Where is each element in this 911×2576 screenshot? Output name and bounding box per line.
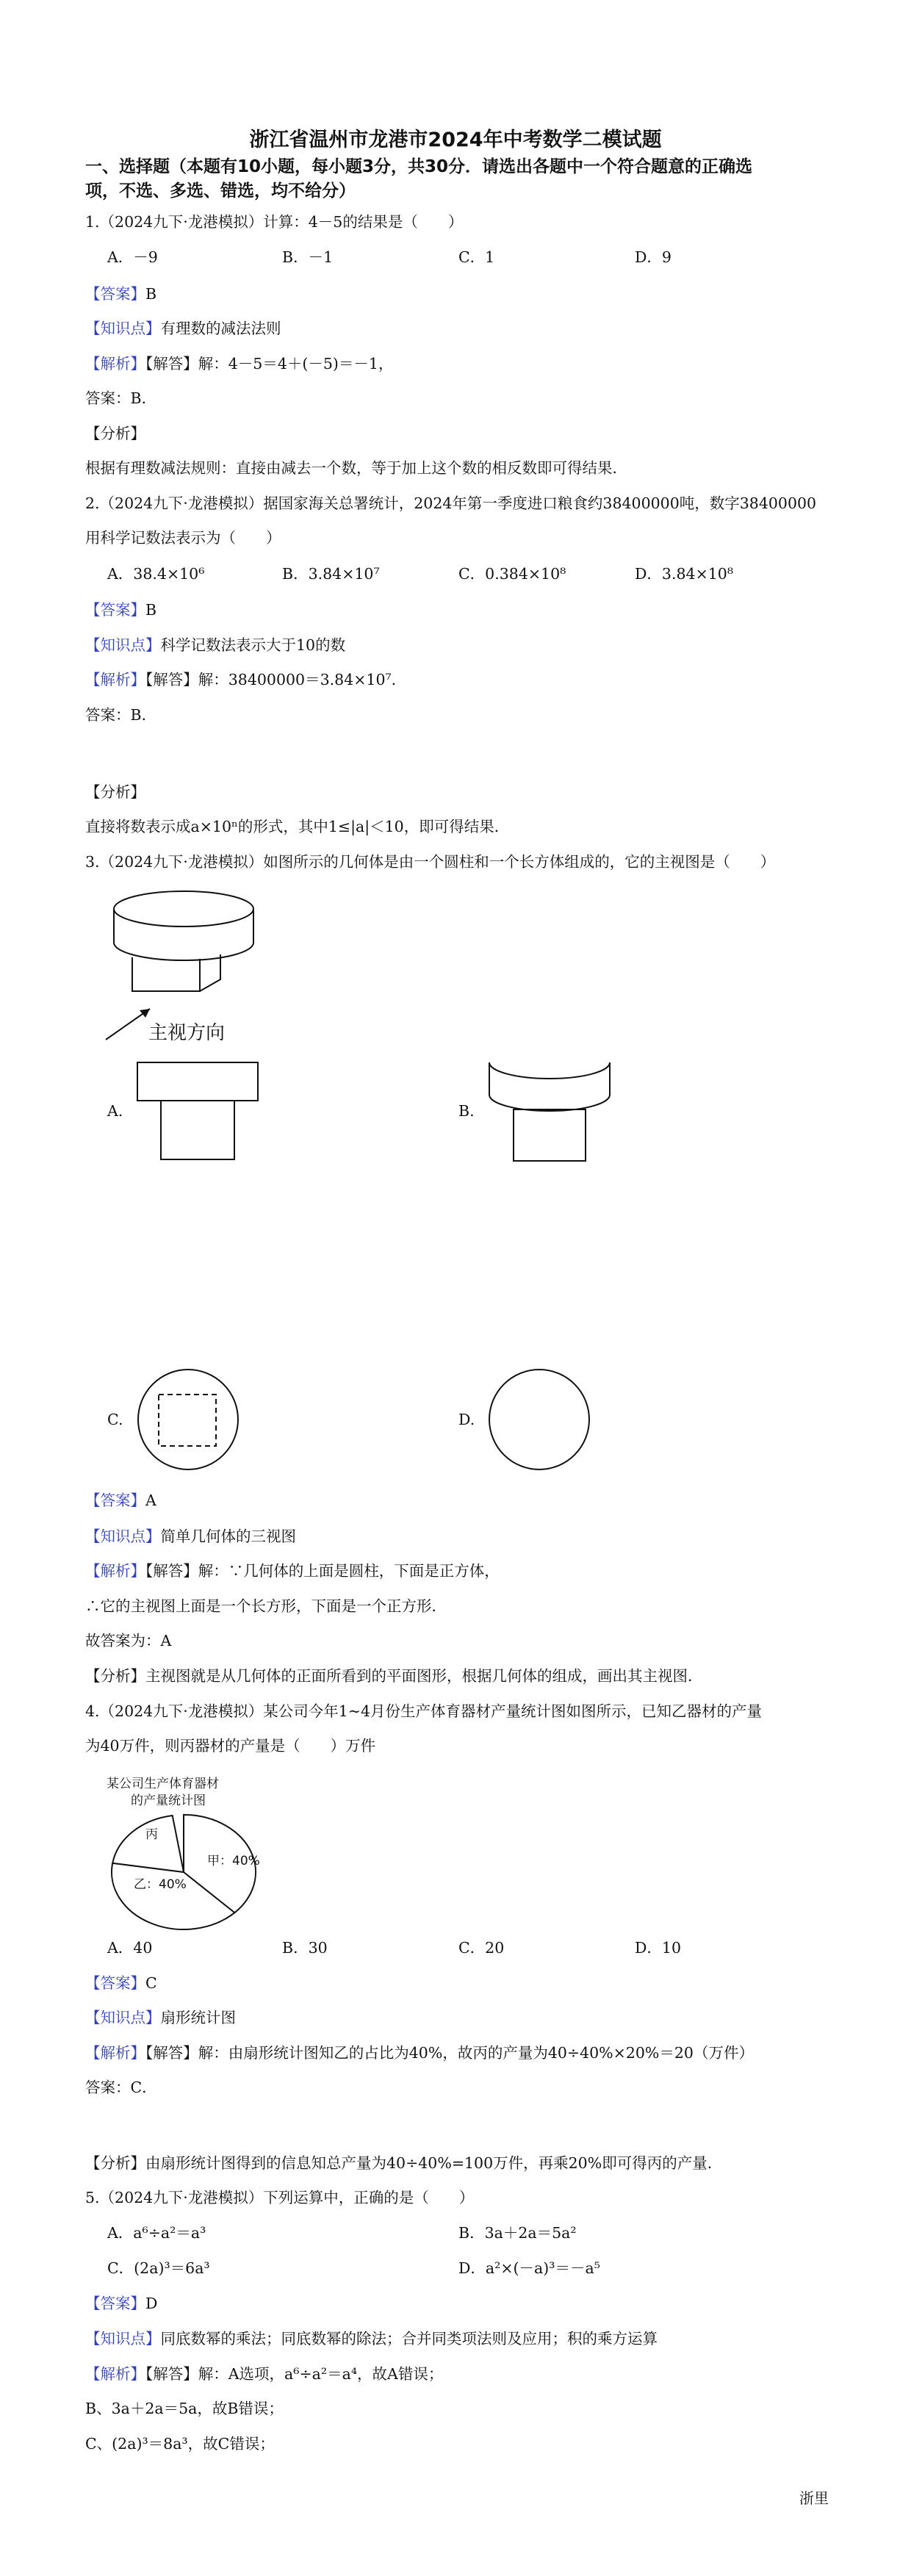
q5-jiexi-text: 【解答】解：A选项，a⁶÷a²＝a⁴，故A错误； xyxy=(145,2365,444,2383)
q3-option-d-label: D. xyxy=(458,1411,475,1428)
q4-option-b: B．30 xyxy=(282,1939,328,1957)
q5-line-c: C、(2a)³＝8a³，故C错误； xyxy=(85,2435,275,2453)
q4-jiexi-text: 【解答】解：由扇形统计图知乙的占比为40%，故丙的产量为40÷40%×20%＝20（万件） xyxy=(145,2044,754,2062)
q2-jiexi-text: 【解答】解：38400000＝3.84×10⁷． xyxy=(145,671,407,688)
q2-option-d: D．3.84×10⁸ xyxy=(635,565,734,583)
fenxi-tag: 【分析】 xyxy=(85,1667,145,1685)
q2-option-b: B．3.84×10⁷ xyxy=(282,565,380,583)
q3-option-c-label: C. xyxy=(107,1411,123,1428)
q3-option-a-label: A. xyxy=(107,1102,123,1120)
q4-option-d: D．10 xyxy=(635,1939,682,1957)
q3-option-b-figure xyxy=(488,1058,613,1168)
q2-fenxi-heading: 【分析】 xyxy=(85,783,145,801)
q4-answer xyxy=(85,1972,157,1994)
knowledge-tag: 【知识点】 xyxy=(85,1528,161,1545)
q3-answer xyxy=(85,1489,156,1511)
q3-jiexi xyxy=(85,1560,500,1582)
q2-option-a: A．38.4×10⁶ xyxy=(107,565,205,583)
q2-stem: 2.（2024九下·龙港模拟）据国家海关总署统计，2024年第一季度进口粮食约38400000吨，数字38400000 xyxy=(85,494,817,512)
pie-slice-label: 丙 xyxy=(145,1827,158,1842)
q1-stem: 1.（2024九下·龙港模拟）计算：4－5的结果是（ ） xyxy=(85,213,464,231)
q3-direction-label: 主视方向 xyxy=(148,1022,226,1044)
q2-conclusion: 答案：B． xyxy=(85,706,157,724)
q1-conclusion: 答案：B． xyxy=(85,389,157,407)
q2-knowledge xyxy=(85,634,345,656)
answer-tag: 【答案】 xyxy=(85,285,145,303)
q5-option-a: A．a⁶÷a²＝a³ xyxy=(107,2224,206,2242)
q1-option-d: D．9 xyxy=(635,248,671,266)
q3-jiexi-text: 【解答】解：∵几何体的上面是圆柱，下面是正方体， xyxy=(145,1562,500,1580)
q1-answer xyxy=(85,283,156,305)
q1-knowledge xyxy=(85,317,281,339)
q5-option-c: C．(2a)³＝6a³ xyxy=(107,2259,210,2277)
analysis-tag: 【解析】 xyxy=(85,2044,145,2062)
answer-tag: 【答案】 xyxy=(85,601,145,619)
q5-answer-value: D xyxy=(145,2295,158,2312)
q3-jiexi-cont: ∴它的主视图上面是一个长方形，下面是一个正方形． xyxy=(85,1597,447,1615)
answer-tag: 【答案】 xyxy=(85,1974,145,1992)
q2-stem-cont: 用科学记数法表示为（ ） xyxy=(85,529,281,547)
q1-option-a: A．－9 xyxy=(107,248,158,266)
q1-option-b: B．－1 xyxy=(282,248,334,266)
pie-slice-label: 乙：40% xyxy=(134,1877,187,1892)
q2-fenxi-text: 直接将数表示成a×10ⁿ的形式，其中1≤|a|＜10，即可得结果． xyxy=(85,818,510,835)
q5-knowledge xyxy=(85,2328,658,2350)
q3-option-d-figure xyxy=(488,1368,598,1478)
q2-option-c: C．0.384×10⁸ xyxy=(458,565,566,583)
answer-tag: 【答案】 xyxy=(85,2295,145,2312)
q4-conclusion: 答案：C． xyxy=(85,2079,157,2096)
q4-answer-value: C xyxy=(145,1974,157,1992)
page-footer: 浙里 xyxy=(799,2489,829,2507)
q3-fenxi xyxy=(85,1665,703,1687)
q1-fenxi-text: 根据有理数减法规则：直接由减去一个数，等于加上这个数的相反数即可得结果． xyxy=(85,459,627,477)
q3-option-a-figure xyxy=(137,1062,262,1165)
q1-option-c: C．1 xyxy=(458,248,495,266)
pie-slice xyxy=(112,1816,184,1872)
section-heading-cont: 项，不选、多选、错选，均不给分） xyxy=(85,181,356,201)
knowledge-tag: 【知识点】 xyxy=(85,636,161,654)
q1-fenxi-heading: 【分析】 xyxy=(85,425,145,442)
q2-answer xyxy=(85,599,156,621)
knowledge-tag: 【知识点】 xyxy=(85,320,161,337)
knowledge-tag: 【知识点】 xyxy=(85,2009,161,2026)
q3-stem: 3.（2024九下·龙港模拟）如图所示的几何体是由一个圆柱和一个长方体组成的，它的主视图是（ ） xyxy=(85,853,776,871)
q4-fenxi xyxy=(85,2152,722,2174)
analysis-tag: 【解析】 xyxy=(85,671,145,688)
q5-knowledge-text: 同底数幂的乘法；同底数幂的除法；合并同类项法则及应用；积的乘方运算 xyxy=(160,2330,658,2347)
fenxi-tag: 【分析】 xyxy=(85,2154,145,2172)
q1-jiexi-text: 【解答】解：4－5＝4＋(－5)＝－1， xyxy=(145,355,394,373)
q2-jiexi xyxy=(85,669,406,691)
q2-answer-value: B xyxy=(145,601,157,619)
q5-jiexi xyxy=(85,2363,443,2385)
q5-answer xyxy=(85,2292,157,2314)
section-heading: 一、选择题（本题有10小题，每小题3分，共30分．请选出各题中一个符合题意的正确选 xyxy=(85,157,753,176)
q3-knowledge-text: 简单几何体的三视图 xyxy=(160,1528,296,1545)
q1-jiexi xyxy=(85,353,393,375)
q5-stem: 5.（2024九下·龙港模拟）下列运算中，正确的是（ ） xyxy=(85,2189,475,2206)
chart-title-line2: 的产量统计图 xyxy=(131,1794,206,1808)
q4-knowledge-text: 扇形统计图 xyxy=(160,2009,236,2026)
page-title: 浙江省温州市龙港市2024年中考数学二模试题 xyxy=(249,129,662,151)
q3-option-b-label: B. xyxy=(458,1102,475,1120)
q4-jiexi xyxy=(85,2042,754,2064)
q3-option-c-figure xyxy=(137,1368,247,1478)
q5-option-d: D．a²×(－a)³＝－a⁵ xyxy=(458,2259,600,2277)
q1-knowledge-text: 有理数的减法法则 xyxy=(160,320,281,337)
q4-option-c: C．20 xyxy=(458,1939,505,1957)
knowledge-tag: 【知识点】 xyxy=(85,2330,161,2347)
q4-fenxi-text: 由扇形统计图得到的信息知总产量为40÷40%=100万件，再乘20%即可得丙的产量． xyxy=(145,2154,723,2172)
q3-fenxi-text: 主视图就是从几何体的正面所看到的平面图形，根据几何体的组成，画出其主视图． xyxy=(145,1667,703,1685)
q4-knowledge xyxy=(85,2007,236,2029)
q2-knowledge-text: 科学记数法表示大于10的数 xyxy=(160,636,346,654)
q4-stem-cont: 为40万件，则丙器材的产量是（ ）万件 xyxy=(85,1737,376,1755)
analysis-tag: 【解析】 xyxy=(85,1562,145,1580)
chart-title: 某公司生产体育器材 xyxy=(107,1777,219,1791)
answer-tag: 【答案】 xyxy=(85,1492,145,1509)
q4-stem: 4.（2024九下·龙港模拟）某公司今年1~4月份生产体育器材产量统计图如图所示，已知乙器材的产量 xyxy=(85,1702,763,1720)
analysis-tag: 【解析】 xyxy=(85,355,145,373)
q5-option-b: B．3a＋2a＝5a² xyxy=(458,2224,577,2242)
q4-option-a: A．40 xyxy=(107,1939,153,1957)
pie-slice-label: 甲：40% xyxy=(207,1854,260,1868)
analysis-tag: 【解析】 xyxy=(85,2365,145,2383)
q3-answer-value: A xyxy=(145,1492,156,1509)
q5-line-b: B、3a＋2a＝5a，故B错误； xyxy=(85,2400,284,2417)
q3-knowledge xyxy=(85,1525,296,1547)
q3-conclusion: 故答案为：A xyxy=(85,1632,172,1649)
q1-answer-value: B xyxy=(145,285,157,303)
